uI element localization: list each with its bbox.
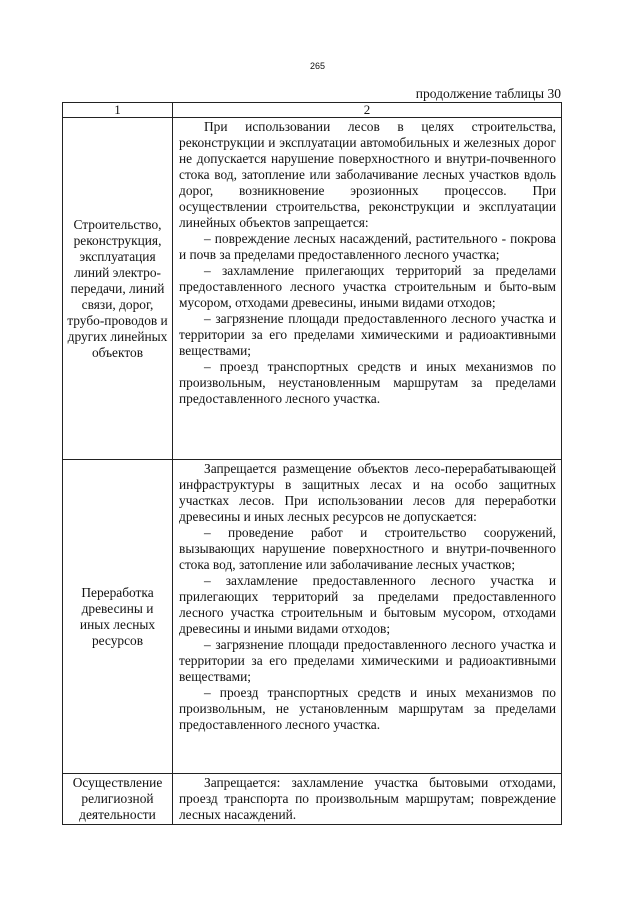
activity-name: Осуществление религиозной деятельности xyxy=(63,774,173,825)
requirement-paragraph: – загрязнение площади предоставленного лесного участка и территории за его пределами химическими и радиоактивными веществами; xyxy=(179,311,556,358)
activity-name: Строительство, реконструкция, эксплуатация линий электро-передачи, линий связи, дорог, трубо-проводов и других линейных объектов xyxy=(63,118,173,460)
activity-name: Переработка древесины и иных лесных ресурсов xyxy=(63,460,173,774)
table-row xyxy=(63,460,562,774)
regulations-table xyxy=(62,102,562,825)
table-continuation-label: продолжение таблицы 30 xyxy=(415,86,561,101)
requirement-paragraph: – захламление прилегающих территорий за пределами предоставленного лесного участка строительным и быто-вым мусором, отходами древесины, иными видами отходов; xyxy=(179,263,556,310)
requirement-paragraph: При использовании лесов в целях строительства, реконструкции и эксплуатации автомобильных и железных дорог не допускается нарушение поверхностного и внутри-почвенного стока вод, затопление или заболачивание лесных участков вдоль дорог, возникновение эрозионных процессов. При осуществлении строительства, реконструкции и эксплуатации линейных объектов запрещается: xyxy=(179,119,556,230)
requirement-paragraph: – проезд транспортных средств и иных механизмов по произвольным, неустановленным маршрутам за пределами предоставленного лесного участка. xyxy=(179,359,556,406)
page-number: 265 xyxy=(309,61,326,71)
table-row xyxy=(63,118,562,460)
requirements-cell xyxy=(173,460,562,774)
requirements-cell xyxy=(173,774,562,825)
requirement-paragraph: – загрязнение площади предоставленного лесного участка и территории за его пределами химическими и радиоактивными веществами; xyxy=(179,637,556,684)
table-row xyxy=(63,774,562,825)
table-header-row xyxy=(63,103,562,118)
column-header-2: 2 xyxy=(173,103,562,118)
requirement-paragraph: – проведение работ и строительство сооружений, вызывающих нарушение поверхностного и внутри-почвенного стока вод, затопление или заболачивание лесных участков; xyxy=(179,525,556,572)
requirement-paragraph: Запрещается: захламление участка бытовыми отходами, проезд транспорта по произвольным маршрутам; повреждение лесных насаждений. xyxy=(179,775,556,822)
requirement-paragraph: Запрещается размещение объектов лесо-перерабатывающей инфраструктуры в защитных лесах и на особо защитных участках лесов. При использовании лесов для переработки древесины и иных лесных ресурсов не допускается: xyxy=(179,461,556,524)
requirement-paragraph: – проезд транспортных средств и иных механизмов по произвольным, не установленным маршрутам за пределами предоставленного лесного участка. xyxy=(179,685,556,732)
requirement-paragraph: – повреждение лесных насаждений, растительного - покрова и почв за пределами предоставленного лесного участка; xyxy=(179,231,556,262)
requirements-cell xyxy=(173,118,562,460)
column-header-1: 1 xyxy=(63,103,173,118)
requirement-paragraph: – захламление предоставленного лесного участка и прилегающих территорий за пределами предоставленного лесного участка строительным и бытовым мусором, отходами древесины и иными видами отходов; xyxy=(179,573,556,636)
